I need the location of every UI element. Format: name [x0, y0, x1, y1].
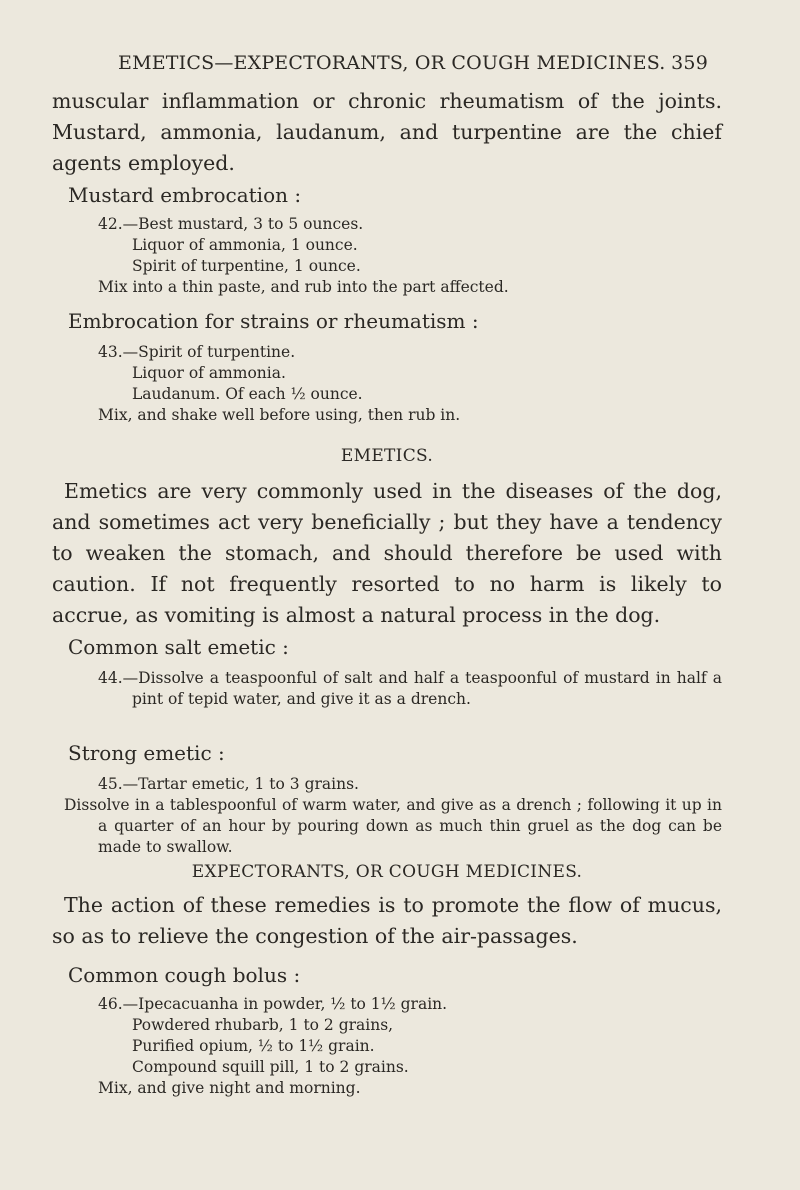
- recipe-line: 45.—Tartar emetic, 1 to 3 grains.: [98, 775, 359, 793]
- recipe-line: 44.—Dissolve a teaspoonful of salt and half a teaspoonful of mustard in half a pint of tepid water, and give it as a drench.: [98, 669, 722, 708]
- expectorants-paragraph-block: [52, 890, 722, 952]
- strong-emetic-section: [52, 738, 722, 769]
- recipe-line: Purified opium, ½ to 1½ grain.: [132, 1037, 375, 1055]
- emetics-section-title: EMETICS.: [340, 446, 434, 466]
- recipe-line: Liquor of ammonia.: [132, 364, 286, 382]
- common-salt-emetic-section: [52, 632, 722, 663]
- intro-text: muscular inflammation or chronic rheumatism of the joints. Mustard, ammonia, laudanum, and turpentine are the chief agents employed.: [52, 89, 722, 175]
- mustard-heading: Mustard embrocation :: [68, 183, 302, 207]
- strong-emetic-heading: Strong emetic :: [68, 741, 225, 765]
- recipe-line: Spirit of turpentine, 1 ounce.: [132, 257, 361, 275]
- recipe-line: Compound squill pill, 1 to 2 grains.: [132, 1058, 409, 1076]
- recipe-line: Mix, and give night and morning.: [98, 1079, 361, 1097]
- cough-bolus-heading: Common cough bolus :: [68, 963, 301, 987]
- strains-recipe: [98, 342, 732, 426]
- recipe-line: Laudanum. Of each ½ ounce.: [132, 385, 363, 403]
- recipe-line: 42.—Best mustard, 3 to 5 ounces.: [98, 215, 364, 233]
- running-head-title: EMETICS—EXPECTORANTS, OR COUGH MEDICINES.: [118, 52, 666, 74]
- recipe-line: 43.—Spirit of turpentine.: [98, 343, 296, 361]
- recipe-line: Dissolve in a tablespoonful of warm water, and give as a drench ; following it up in a quarter of an hour by pouring down as much thin gruel as the dog can be made to swallow.: [64, 796, 722, 856]
- strong-emetic-recipe: [64, 774, 722, 858]
- expectorants-paragraph: The action of these remedies is to promote the flow of mucus, so as to relieve the congestion of the air-passages.: [52, 893, 722, 948]
- expectorants-section-title: EXPECTORANTS, OR COUGH MEDICINES.: [191, 862, 583, 882]
- intro-paragraph: [52, 86, 722, 179]
- mustard-recipe: [98, 214, 732, 298]
- common-salt-heading: Common salt emetic :: [68, 635, 289, 659]
- cough-bolus-section: [52, 960, 722, 991]
- emetics-paragraph: Emetics are very commonly used in the diseases of the dog, and sometimes act very beneficially ; but they have a tendency to weaken the stomach, and should therefore be used with caution. If not frequently resorted to no harm is likely to accrue, as vomiting is almost a natural process in the dog.: [52, 479, 722, 627]
- cough-bolus-recipe: [98, 994, 732, 1099]
- recipe-line: Mix into a thin paste, and rub into the part affected.: [98, 278, 509, 296]
- recipe-line: Liquor of ammonia, 1 ounce.: [132, 236, 358, 254]
- common-salt-recipe: [98, 668, 722, 710]
- strains-embrocation-section: [52, 306, 722, 337]
- emetics-section: [52, 446, 722, 466]
- page-number: 359: [671, 52, 708, 74]
- recipe-line: Mix, and shake well before using, then rub in.: [98, 406, 461, 424]
- recipe-line: Powdered rhubarb, 1 to 2 grains,: [132, 1016, 394, 1034]
- strains-heading: Embrocation for strains or rheumatism :: [68, 309, 479, 333]
- mustard-embrocation-section: [52, 180, 722, 211]
- emetics-paragraph-block: [52, 476, 722, 631]
- expectorants-section: [52, 862, 722, 882]
- recipe-line: 46.—Ipecacuanha in powder, ½ to 1½ grain.: [98, 995, 448, 1013]
